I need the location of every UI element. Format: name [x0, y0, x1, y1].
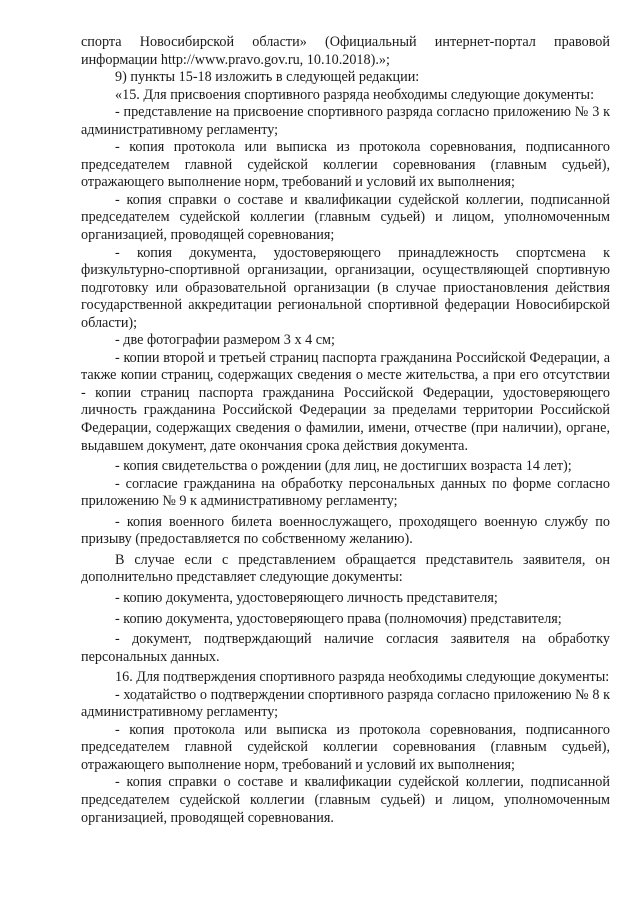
list-item-representative-identity: - копию документа, удостоверяющего личность представителя;	[115, 589, 498, 606]
list-item-photographs: - две фотографии размером 3 х 4 см;	[115, 332, 335, 349]
list-item-competition-protocol-copy: - копия протокола или выписка из протокола соревнования, подписанного председателем главной судейской коллегии соревнования (главным судьей), отражающего выполнение норм, требований и условий их выполнения;	[81, 139, 610, 191]
paragraph-clause-16-heading: 16. Для подтверждения спортивного разряда необходимы следующие документы:	[115, 669, 610, 686]
list-item-assignment-submission: - представление на присвоение спортивного разряда согласно приложению № 3 к административному регламенту;	[81, 104, 610, 138]
paragraph-representative-intro: В случае если с представлением обращается представитель заявителя, он дополнительно представляет следующие документы:	[81, 551, 610, 586]
list-item-athlete-affiliation-document: - копия документа, удостоверяющего принадлежность спортсмена к физкультурно-спортивной организации, организации, осуществляющей спортивную подготовку или образовательной организации (в случае приостановления действия государственной аккредитации региональной спортивной федерации Новосибирской области);	[81, 244, 610, 331]
paragraph-clause-15-heading: «15. Для присвоения спортивного разряда необходимы следующие документы:	[115, 86, 595, 103]
list-item-representative-authority: - копию документа, удостоверяющего права (полномочия) представителя;	[115, 610, 562, 627]
list-item-confirmation-petition: - ходатайство о подтверждении спортивного разряда согласно приложению № 8 к административному регламенту;	[81, 686, 610, 721]
paragraph-continuation-reference: спорта Новосибирской области» (Официальный интернет-портал правовой информации http://www.pravo.gov.ru, 10.10.2018).»;	[81, 34, 610, 68]
list-item-birth-certificate: - копия свидетельства о рождении (для лиц, не достигших возраста 14 лет);	[115, 458, 572, 475]
list-item-judges-panel-certificate-2: - копия справки о составе и квалификации судейской коллегии, подписанной председателем судейской коллегии (главным судьей) и лицом, уполномоченным организацией, проводящей соревнования.	[81, 774, 610, 826]
list-item-military-id: - копия военного билета военнослужащего, проходящего военную службу по призыву (предоставляется по собственному желанию).	[81, 513, 610, 548]
paragraph-item-9-intro: 9) пункты 15-18 изложить в следующей редакции:	[115, 69, 420, 86]
list-item-judges-panel-certificate: - копия справки о составе и квалификации судейской коллегии, подписанной председателем судейской коллегии (главным судьей) и лицом, уполномоченным организацией, проводящей соревнования;	[81, 191, 610, 244]
list-item-consent-confirmation: - документ, подтверждающий наличие согласия заявителя на обработку персональных данных.	[81, 631, 610, 665]
list-item-competition-protocol-copy-2: - копия протокола или выписка из протокола соревнования, подписанного председателем главной судейской коллегии соревнования (главным судьей), отражающего выполнение норм, требований и условий их выполнения;	[81, 721, 610, 773]
document-body	[81, 34, 610, 827]
list-item-passport-copies: - копии второй и третьей страниц паспорта гражданина Российской Федерации, а также копии страниц, содержащих сведения о месте жительства, а при его отсутствии - копии страниц паспорта гражданина Российской Федерации, удостоверяющего личность гражданина Российской Федерации за пределами территории Российской Федерации, содержащих сведения о фамилии, имени, отчестве (при наличии), органе, выдавшем документ, дате окончания срока действия документа.	[81, 349, 610, 454]
list-item-personal-data-consent: - согласие гражданина на обработку персональных данных по форме согласно приложению № 9 к административному регламенту;	[81, 475, 610, 510]
